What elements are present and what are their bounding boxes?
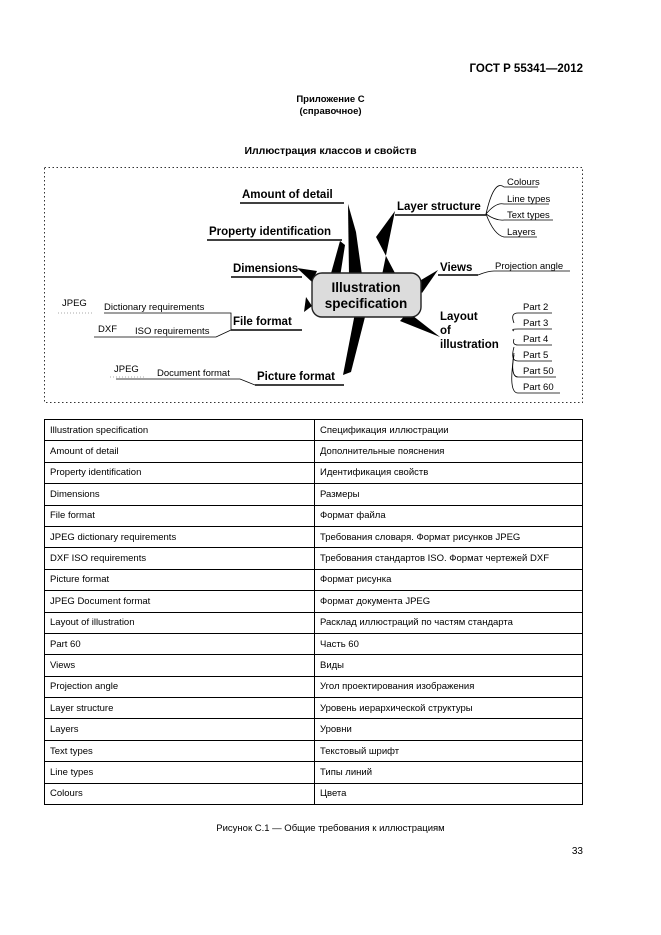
table-row [45, 441, 583, 462]
term-ru: Расклад иллюстраций по частям стандарта [315, 612, 583, 633]
term-en: Part 60 [45, 633, 315, 654]
figure-caption: Рисунок С.1 — Общие требования к иллюстрациям [216, 823, 445, 834]
child-jpeg-1: JPEG [62, 298, 87, 309]
term-en: Views [45, 655, 315, 676]
term-en: Line types [45, 762, 315, 783]
term-ru: Требования словаря. Формат рисунков JPEG [315, 526, 583, 547]
standard-number: ГОСТ Р 55341—2012 [469, 63, 583, 75]
term-en: Projection angle [45, 676, 315, 697]
child-line-types: Line types [507, 194, 551, 205]
term-ru: Текстовый шрифт [315, 740, 583, 761]
table-row [45, 484, 583, 505]
child-iso-requirements: ISO requirements [135, 326, 210, 337]
term-en: Property identification [45, 462, 315, 483]
child-dictionary-requirements: Dictionary requirements [104, 302, 205, 313]
child-part-5: Part 5 [523, 350, 549, 361]
page-number: 33 [571, 846, 583, 857]
child-text-types: Text types [507, 210, 550, 221]
term-en: Amount of detail [45, 441, 315, 462]
child-projection-angle: Projection angle [495, 261, 564, 272]
spoke-picture [343, 313, 366, 375]
table-row [45, 655, 583, 676]
term-ru: Часть 60 [315, 633, 583, 654]
branch-layout-line1: Layout [440, 311, 478, 323]
spoke-amount [348, 204, 362, 275]
term-en: JPEG Document format [45, 591, 315, 612]
term-ru: Требования стандартов ISO. Формат чертежей DXF [315, 548, 583, 569]
term-ru: Идентификация свойств [315, 462, 583, 483]
branch-dimensions: Dimensions [233, 263, 299, 275]
branch-picture-format: Picture format [257, 371, 335, 383]
child-jpeg-2: JPEG [114, 364, 139, 375]
term-en: JPEG dictionary requirements [45, 526, 315, 547]
term-ru: Формат документа JPEG [315, 591, 583, 612]
table-row [45, 762, 583, 783]
child-part-50: Part 50 [523, 366, 554, 377]
branch-amount-of-detail: Amount of detail [242, 189, 333, 201]
table-row [45, 719, 583, 740]
term-ru: Дополнительные пояснения [315, 441, 583, 462]
term-en: Layer structure [45, 698, 315, 719]
term-ru: Размеры [315, 484, 583, 505]
table-row [45, 569, 583, 590]
table-row [45, 526, 583, 547]
term-en: Dimensions [45, 484, 315, 505]
term-ru: Виды [315, 655, 583, 676]
translation-table [44, 419, 583, 805]
term-en: Picture format [45, 569, 315, 590]
term-ru: Формат файла [315, 505, 583, 526]
term-ru: Уровень иерархической структуры [315, 698, 583, 719]
table-row [45, 783, 583, 804]
child-colours: Colours [507, 177, 540, 188]
child-part-3: Part 3 [523, 318, 549, 329]
term-ru: Угол проектирования изображения [315, 676, 583, 697]
term-ru: Формат рисунка [315, 569, 583, 590]
branch-layout-line2: of [440, 325, 451, 337]
connector-document [116, 379, 255, 385]
term-ru: Типы линий [315, 762, 583, 783]
term-en: File format [45, 505, 315, 526]
center-label-line1: Illustration [331, 280, 401, 295]
term-ru: Цвета [315, 783, 583, 804]
child-part-4: Part 4 [523, 334, 549, 345]
table-row [45, 633, 583, 654]
mind-map-diagram [44, 167, 583, 403]
term-en: Illustration specification [45, 420, 315, 441]
term-en: Colours [45, 783, 315, 804]
spoke-layer [376, 211, 396, 275]
connector-part3 [513, 329, 552, 331]
branch-property-identification: Property identification [209, 226, 332, 238]
annex-heading [0, 94, 661, 118]
table-row [45, 676, 583, 697]
annex-type: (справочное) [299, 106, 362, 117]
spoke-property [330, 241, 345, 277]
child-dxf: DXF [98, 324, 117, 335]
table-row [45, 591, 583, 612]
table-row [45, 462, 583, 483]
spoke-fileformat [304, 297, 312, 312]
branch-views: Views [440, 262, 473, 274]
term-en: DXF ISO requirements [45, 548, 315, 569]
child-part-60: Part 60 [523, 382, 554, 393]
center-label-line2: specification [324, 296, 408, 311]
annex-title: Приложение С [296, 94, 365, 105]
branch-layer-structure: Layer structure [397, 201, 481, 213]
term-en: Layers [45, 719, 315, 740]
table-row [45, 420, 583, 441]
table-row [45, 548, 583, 569]
branch-layout-line3: illustration [440, 339, 499, 351]
term-ru: Уровни [315, 719, 583, 740]
table-row [45, 612, 583, 633]
child-layers: Layers [507, 227, 536, 238]
table-row [45, 740, 583, 761]
table-row [45, 698, 583, 719]
term-ru: Спецификация иллюстрации [315, 420, 583, 441]
figure-title: Иллюстрация классов и свойств [244, 145, 417, 157]
child-part-2: Part 2 [523, 302, 549, 313]
term-en: Text types [45, 740, 315, 761]
term-en: Layout of illustration [45, 612, 315, 633]
child-document-format: Document format [157, 368, 230, 379]
branch-file-format: File format [233, 316, 292, 328]
table-row [45, 505, 583, 526]
